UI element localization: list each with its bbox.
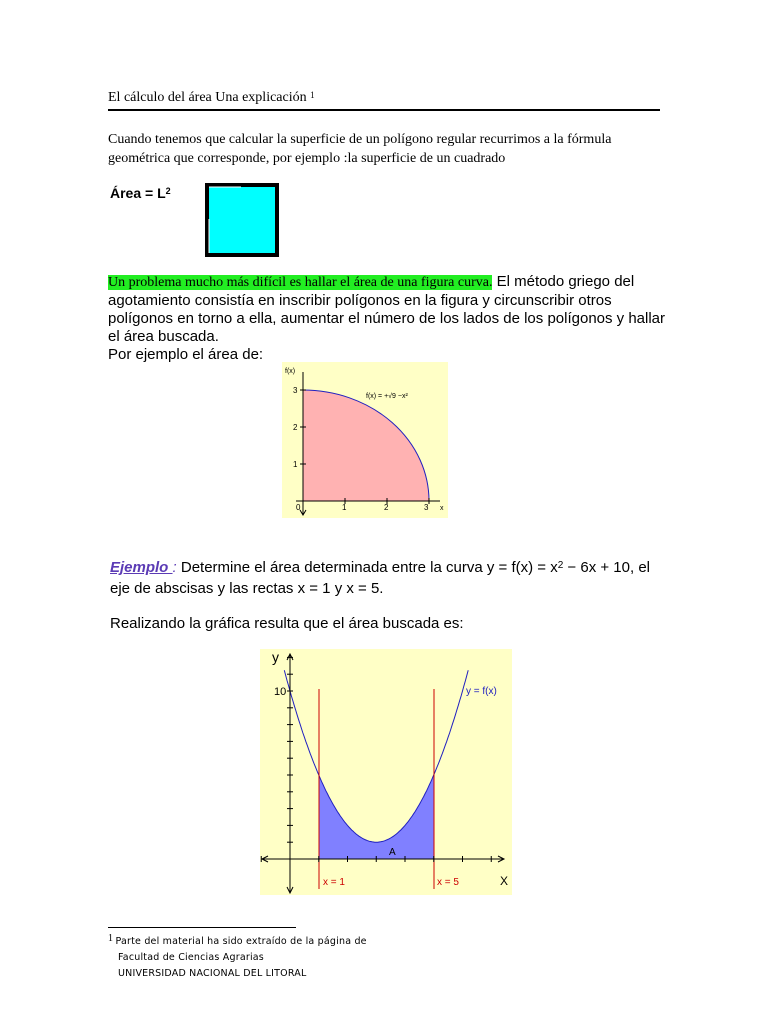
x5-label: x = 5 [437, 877, 459, 888]
footnote-separator [108, 927, 296, 928]
footnote-line: Facultad de Ciencias Agrarias [118, 952, 264, 963]
x-tick-label: 0 [296, 503, 301, 512]
page-title [108, 90, 315, 106]
example-paragraph [110, 558, 670, 598]
x-tick-label: 3 [424, 503, 429, 512]
square-illustration [205, 183, 279, 257]
x1-label: x = 1 [323, 877, 345, 888]
title-underline [108, 109, 660, 111]
intro-paragraph: Cuando tenemos que calcular la superficie de un polígono regular recurrimos a la fórmula geométrica que corresponde, por ejemplo :la superficie de un cuadrado [108, 132, 612, 166]
result-sentence: Realizando la gráfica resulta que el área buscada es: [110, 615, 464, 632]
area-formula-exponent: 2 [165, 186, 171, 196]
area-label: A [389, 847, 396, 858]
graph1-x-label: x [440, 505, 444, 512]
x-tick-label: 1 [342, 503, 347, 512]
x-tick-label: 2 [384, 503, 389, 512]
y-tick-label: 3 [293, 386, 298, 395]
footnote-line: UNIVERSIDAD NACIONAL DEL LITORAL [118, 968, 307, 979]
y-tick-10: 10 [274, 686, 287, 698]
footnote-reference: 1 [310, 90, 315, 100]
example-text-end: − 6x + 10, el eje de abscisas y las rectas x = 1 y x = 5. [110, 559, 650, 597]
example-colon: : [172, 559, 177, 576]
parabola-area-graph [260, 649, 512, 895]
example-text: Determine el área determinada entre la curva y = f(x) = x [176, 559, 558, 576]
graph2-x-label: X [500, 874, 509, 888]
area-formula-label: Área = L [110, 185, 166, 201]
footnote-line: Parte del material ha sido extraído de la página de [115, 936, 367, 947]
y-tick-label: 1 [293, 460, 298, 469]
example-intro-line: Por ejemplo el área de: [108, 346, 264, 363]
page-title-text: El cálculo del área Una explicación [108, 90, 307, 105]
example-label: Ejemplo [110, 559, 173, 576]
footnote [108, 934, 367, 982]
graph2-y-label: y [272, 649, 279, 665]
y-tick-label: 2 [293, 423, 298, 432]
curve-label: y = f(x) [466, 686, 497, 697]
area-formula [110, 185, 171, 201]
graph1-y-label: f(x) [285, 368, 296, 375]
curved-figure-paragraph [108, 273, 668, 364]
example-exponent: 2 [557, 560, 564, 571]
quarter-circle-graph [282, 362, 448, 518]
function-label: f(x) = +√9 −x² [366, 393, 408, 400]
paragraph-text: El método griego del agotamiento consistía en inscribir polígonos en la figura y circunscribir otros polígonos en torno a ella, aumentar el número de los lados de los polígonos y hallar el área buscada. [108, 273, 666, 345]
footnote-number: 1 [108, 933, 113, 944]
highlighted-sentence: Un problema mucho más difícil es hallar el área de una figura curva. [108, 275, 493, 290]
